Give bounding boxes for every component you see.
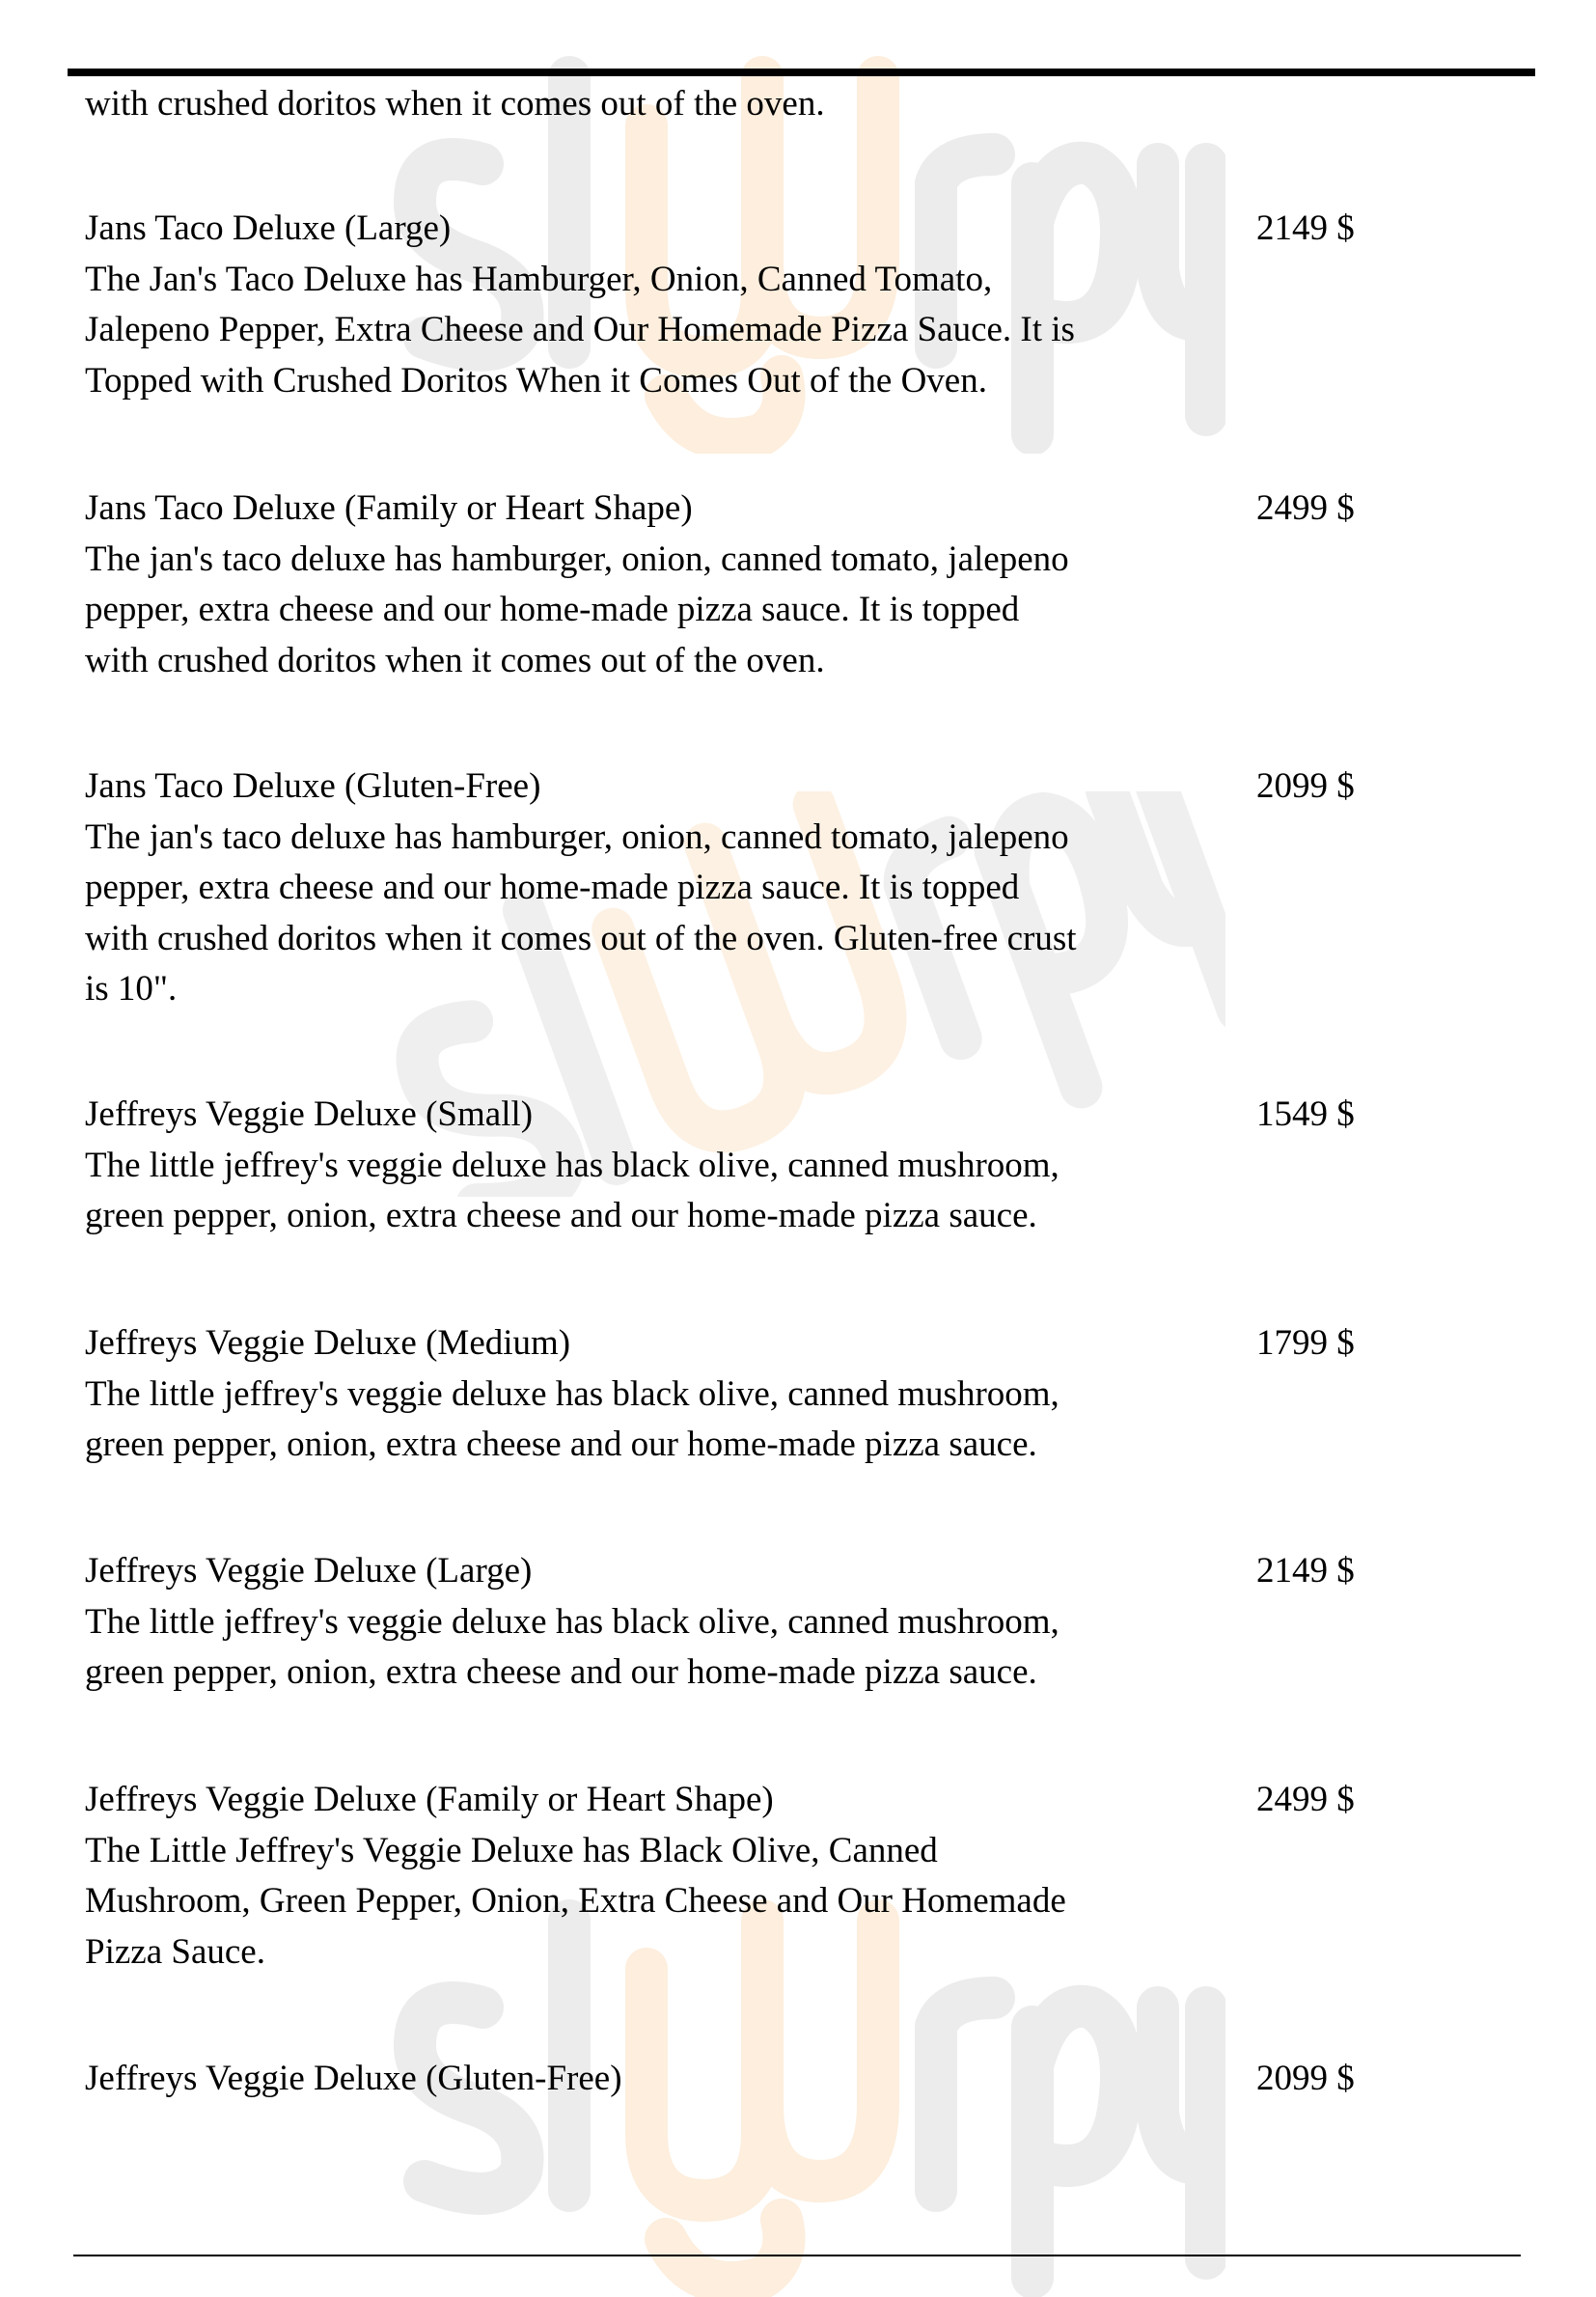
item-price: 2149 $: [1256, 208, 1355, 248]
menu-item: [85, 204, 1436, 406]
item-description-line: The little jeffrey's veggie deluxe has black olive, canned mushroom,: [85, 1145, 1059, 1185]
item-price: 2149 $: [1256, 1551, 1355, 1591]
item-price: 2099 $: [1256, 2059, 1355, 2098]
item-description-line: with crushed doritos when it comes out of the oven. Gluten-free crust: [85, 918, 1077, 958]
menu-item: [85, 1090, 1436, 1242]
item-description-line: green pepper, onion, extra cheese and our home-made pizza sauce.: [85, 1425, 1037, 1464]
item-description-line: The jan's taco deluxe has hamburger, onion, canned tomato, jalepeno: [85, 539, 1069, 579]
item-description-line: pepper, extra cheese and our home-made pizza sauce. It is topped: [85, 590, 1020, 629]
item-title: Jeffreys Veggie Deluxe (Large): [85, 1551, 533, 1591]
item-description-line: green pepper, onion, extra cheese and our home-made pizza sauce.: [85, 1652, 1037, 1692]
item-title: Jans Taco Deluxe (Family or Heart Shape): [85, 488, 693, 528]
item-description-line: The little jeffrey's veggie deluxe has black olive, canned mushroom,: [85, 1373, 1059, 1414]
item-title: Jeffreys Veggie Deluxe (Gluten-Free): [85, 2059, 622, 2098]
item-description-line: Pizza Sauce.: [85, 1931, 265, 1972]
item-description-line: Jalepeno Pepper, Extra Cheese and Our Homemade Pizza Sauce. It is: [85, 310, 1075, 349]
item-description-line: Topped with Crushed Doritos When it Comes Out of the Oven.: [85, 360, 987, 401]
continued-description: with crushed doritos when it comes out of the oven.: [85, 84, 825, 124]
item-price: 2099 $: [1256, 766, 1355, 806]
item-description-line: Mushroom, Green Pepper, Onion, Extra Cheese and Our Homemade: [85, 1881, 1066, 1921]
item-price: 1549 $: [1256, 1094, 1355, 1134]
item-description-line: green pepper, onion, extra cheese and our home-made pizza sauce.: [85, 1196, 1037, 1235]
menu-item: [85, 1546, 1436, 1699]
item-title: Jeffreys Veggie Deluxe (Family or Heart Shape): [85, 1780, 774, 1819]
item-price: 2499 $: [1256, 1780, 1355, 1819]
item-title: Jans Taco Deluxe (Large): [85, 208, 452, 248]
item-title: Jans Taco Deluxe (Gluten-Free): [85, 766, 541, 806]
menu-item: [85, 2054, 1436, 2105]
item-title: Jeffreys Veggie Deluxe (Small): [85, 1094, 534, 1134]
menu-item: [85, 1318, 1436, 1471]
item-description-line: with crushed doritos when it comes out of the oven.: [85, 640, 825, 680]
item-description-line: pepper, extra cheese and our home-made pizza sauce. It is topped: [85, 868, 1020, 907]
item-description-line: is 10".: [85, 969, 178, 1009]
item-price: 2499 $: [1256, 488, 1355, 528]
menu-item: [85, 1775, 1436, 1978]
bottom-divider: [73, 2255, 1521, 2256]
item-description-line: The Jan's Taco Deluxe has Hamburger, Onion, Canned Tomato,: [85, 259, 993, 299]
menu-item: [85, 484, 1436, 686]
item-title: Jeffreys Veggie Deluxe (Medium): [85, 1323, 571, 1363]
top-divider: [68, 69, 1535, 76]
item-description-line: The jan's taco deluxe has hamburger, onion, canned tomato, jalepeno: [85, 816, 1069, 857]
item-description-line: The little jeffrey's veggie deluxe has black olive, canned mushroom,: [85, 1601, 1059, 1642]
menu-item: [85, 761, 1436, 1015]
item-price: 1799 $: [1256, 1323, 1355, 1363]
item-description-line: The Little Jeffrey's Veggie Deluxe has Black Olive, Canned: [85, 1830, 938, 1870]
